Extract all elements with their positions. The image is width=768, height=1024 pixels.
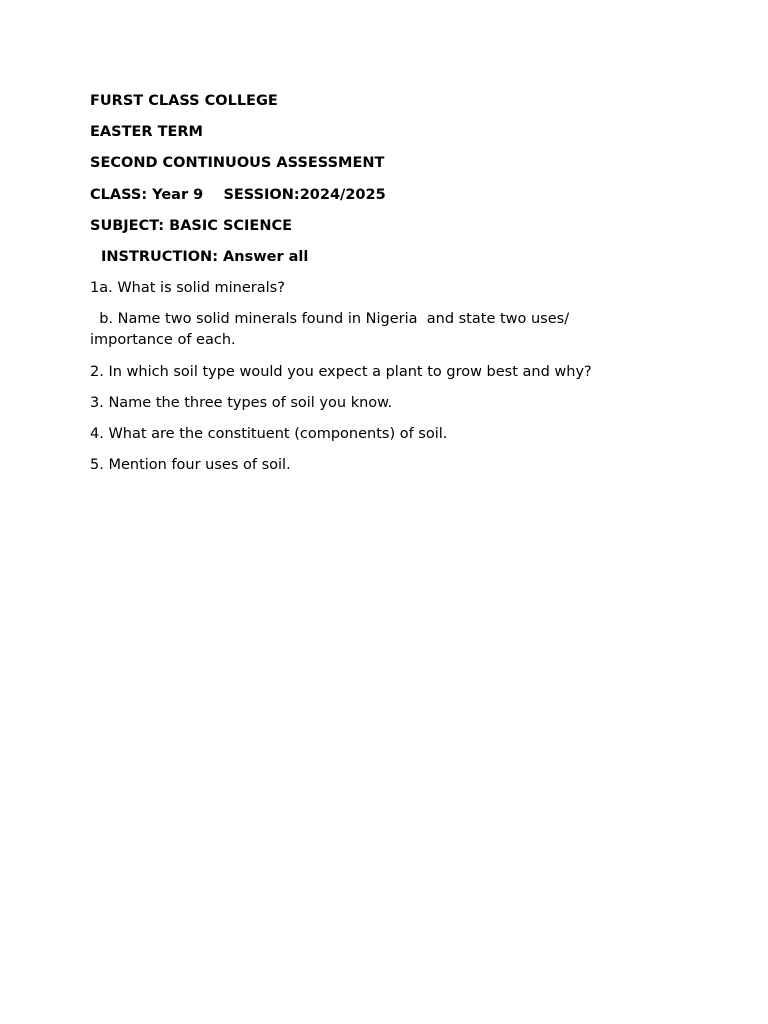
question-5: 5. Mention four uses of soil.: [90, 457, 291, 474]
class-session-line: CLASS: Year 9 SESSION:2024/2025: [90, 186, 386, 203]
assessment-title: SECOND CONTINUOUS ASSESSMENT: [90, 155, 385, 172]
instruction-line: INSTRUCTION: Answer all: [101, 248, 309, 265]
question-3: 3. Name the three types of soil you know.: [90, 394, 393, 411]
school-name: FURST CLASS COLLEGE: [90, 93, 278, 109]
subject-line: SUBJECT: BASIC SCIENCE: [90, 217, 293, 234]
question-1a: 1a. What is solid minerals?: [90, 280, 285, 297]
question-4: 4. What are the constituent (components) of soil.: [90, 425, 448, 442]
question-2: 2. In which soil type would you expect a plant to grow best and why?: [90, 363, 592, 380]
term-heading: EASTER TERM: [90, 124, 203, 141]
assessment-document: [90, 91, 650, 486]
question-1b: b. Name two solid minerals found in Nigeria and state two uses/ importance of each.: [90, 311, 574, 349]
